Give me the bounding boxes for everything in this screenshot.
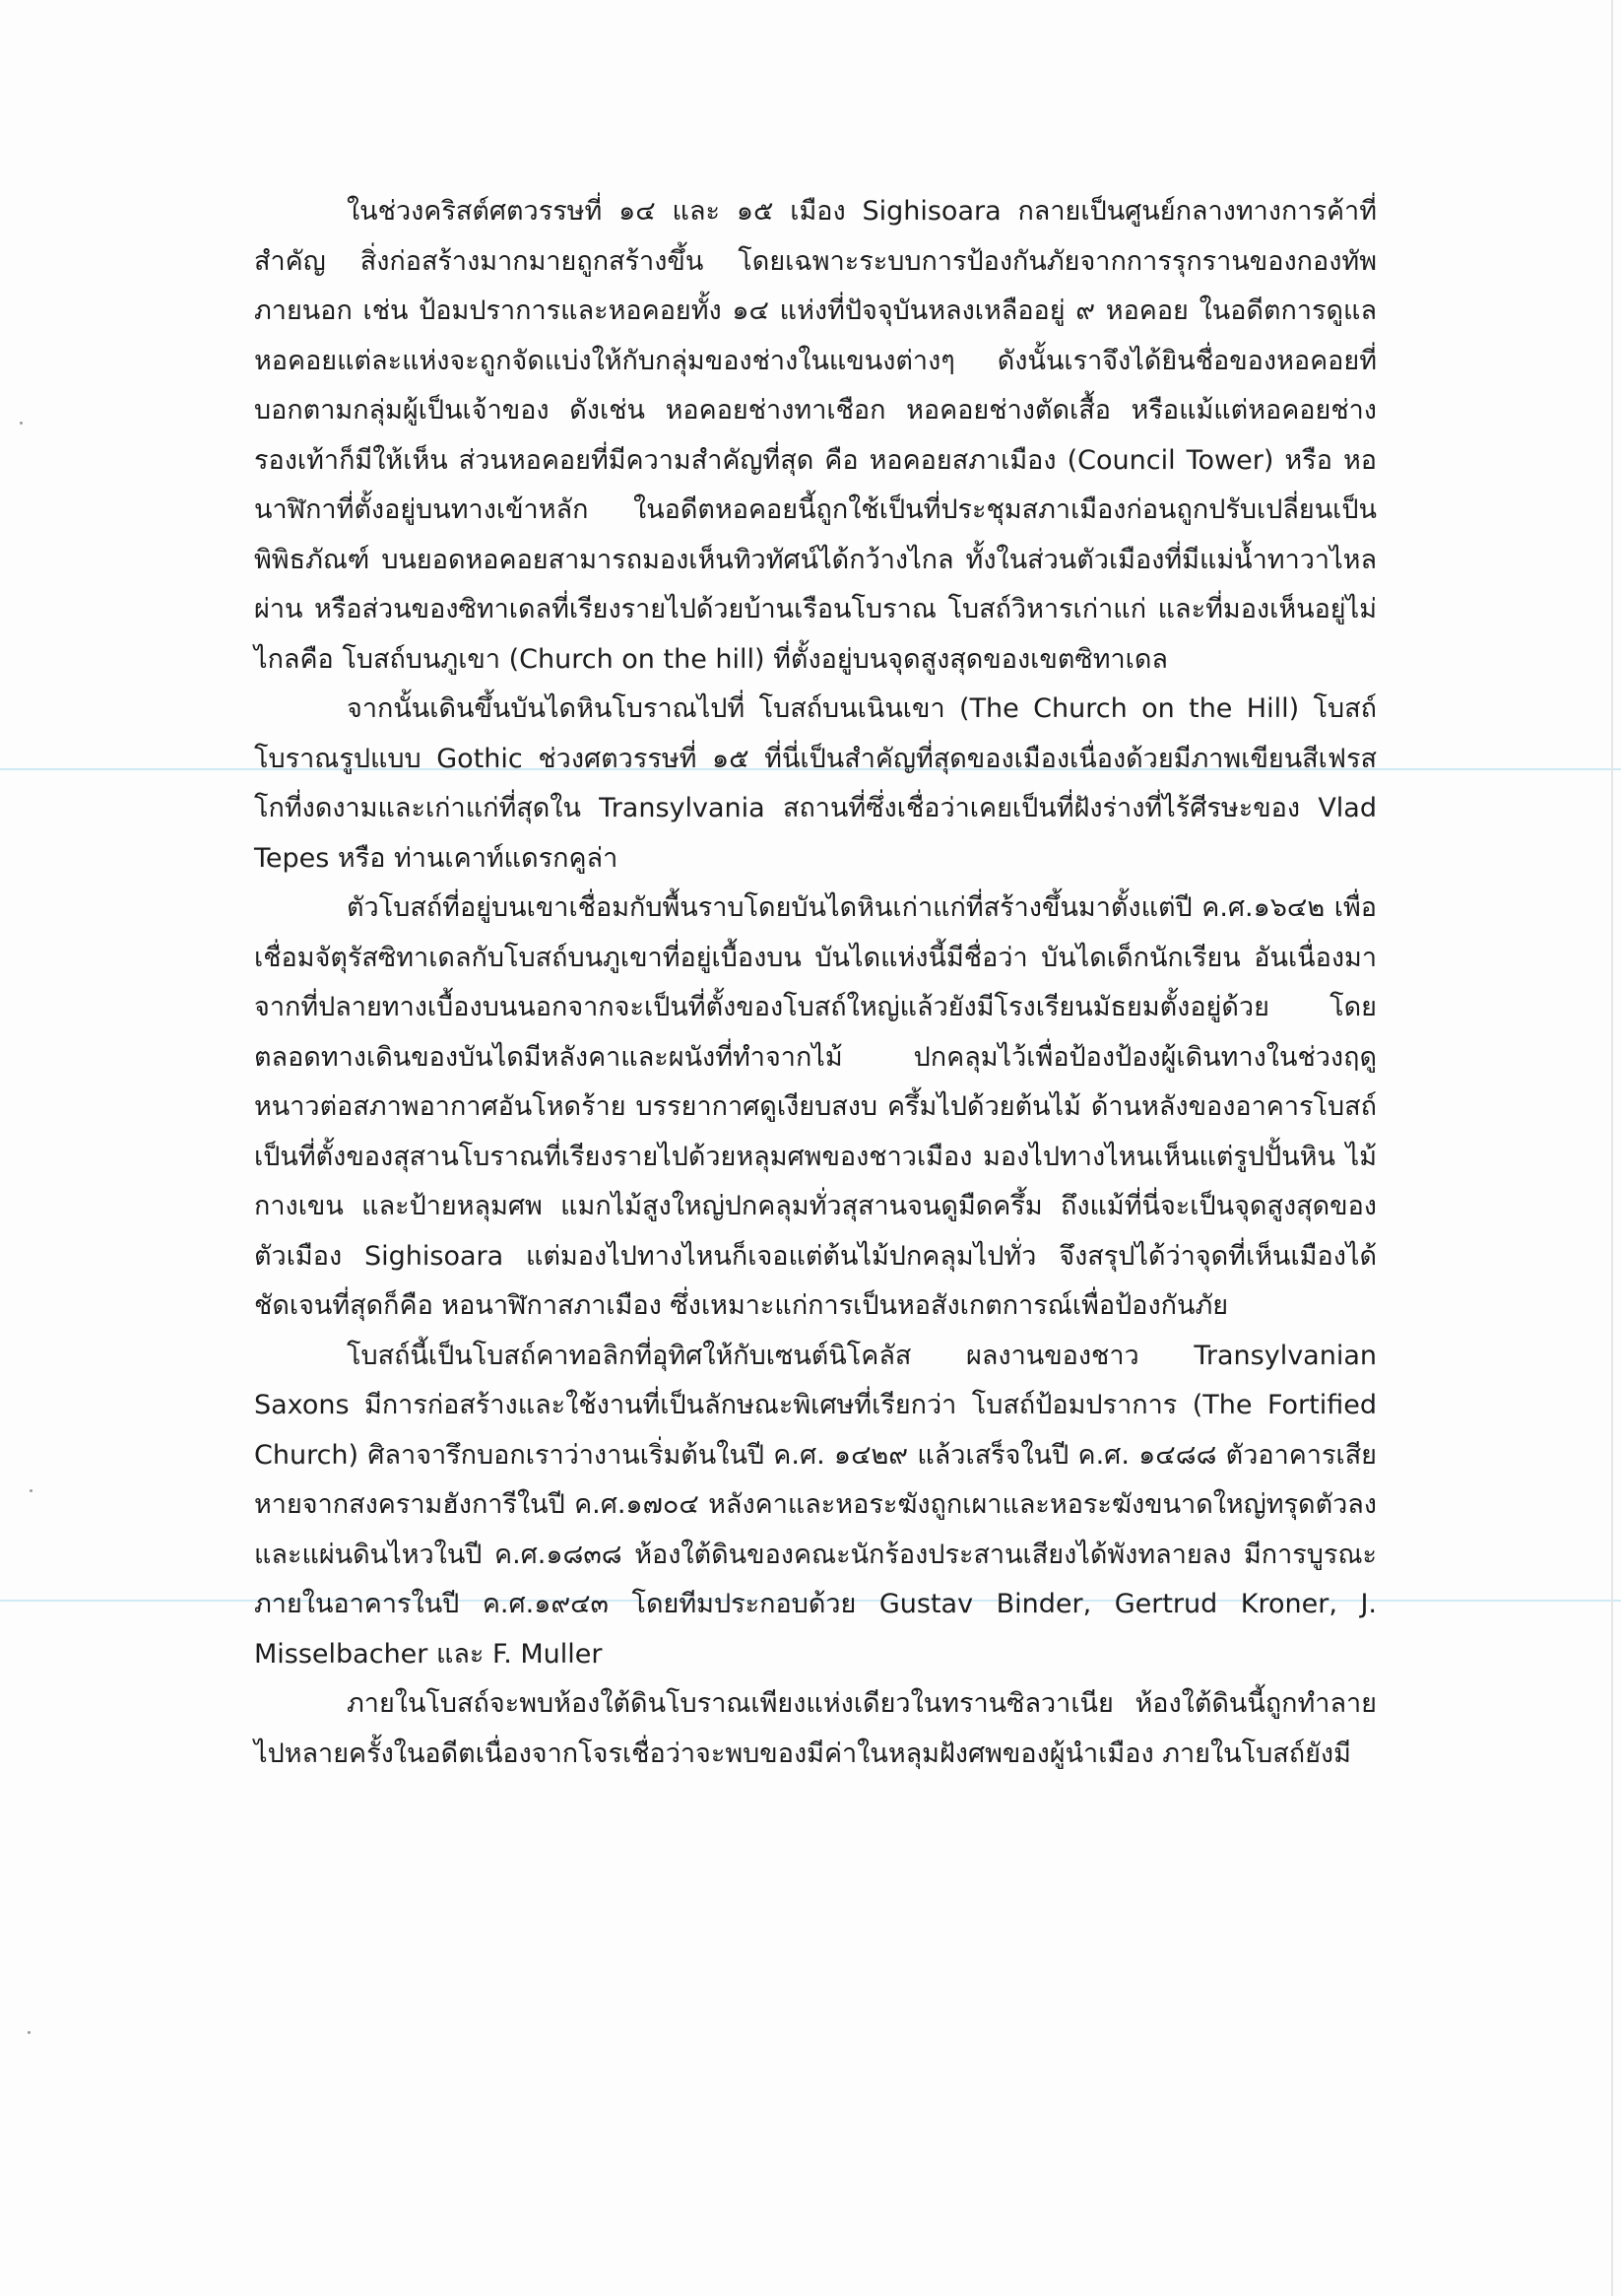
scan-speck [30,1489,32,1492]
scan-speck [28,2031,31,2034]
body-text [254,187,1377,1779]
scan-speck [20,422,23,425]
page-edge-shadow [1611,0,1613,2296]
paragraph: โบสถ์นี้เป็นโบสถ์คาทอลิกที่อุทิศให้กับเซนต์นิโคลัส ผลงานของชาว Transylvanian Saxons มีการก่อสร้างและใช้งานที่เป็นลักษณะพิเศษที่เรียกว่า โบสถ์ป้อมปราการ (The Fortified Church) ศิลาจารึกบอกเราว่างานเริ่มต้นในปี ค.ศ. ๑๔๒๙ แล้วเสร็จในปี ค.ศ. ๑๔๘๘ ตัวอาคารเสียหายจากสงครามฮังการีในปี ค.ศ.๑๗๐๔ หลังคาและหอระฆังถูกเผาและหอระฆังขนาดใหญ่ทรุดตัวลง และแผ่นดินไหวในปี ค.ศ.๑๘๓๘ ห้องใต้ดินของคณะนักร้องประสานเสียงได้พังทลายลง มีการบูรณะภายในอาคารในปี ค.ศ.๑๙๔๓ โดยทีมประกอบด้วย Gustav Binder, Gertrud Kroner, J. Misselbacher และ F. Muller [254,1340,1377,1670]
paragraph: ตัวโบสถ์ที่อยู่บนเขาเชื่อมกับพื้นราบโดยบันไดหินเก่าแก่ที่สร้างขึ้นมาตั้งแต่ปี ค.ศ.๑๖๔๒ เพื่อเชื่อมจัตุรัสซิทาเดลกับโบสถ์บนภูเขาที่อยู่เบื้องบน บันไดแห่งนี้มีชื่อว่า บันไดเด็กนักเรียน อันเนื่องมาจากที่ปลายทางเบื้องบนนอกจากจะเป็นที่ตั้งของโบสถ์ใหญ่แล้วยังมีโรงเรียนมัธยมตั้งอยู่ด้วย โดยตลอดทางเดินของบันไดมีหลังคาและผนังที่ทำจากไม้ ปกคลุมไว้เพื่อป้องป้องผู้เดินทางในช่วงฤดูหนาวต่อสภาพอากาศอันโหดร้าย บรรยากาศดูเงียบสงบ ครึ้มไปด้วยต้นไม้ ด้านหลังของอาคารโบสถ์เป็นที่ตั้งของสุสานโบราณที่เรียงรายไปด้วยหลุมศพของชาวเมือง มองไปทางไหนเห็นแต่รูปปั้นหิน ไม้กางเขน และป้ายหลุมศพ แมกไม้สูงใหญ่ปกคลุมทั่วสุสานจนดูมืดครึ้ม ถึงแม้ที่นี่จะเป็นจุดสูงสุดของตัวเมือง Sighisoara แต่มองไปทางไหนก็เจอแต่ต้นไม้ปกคลุมไปทั่ว จึงสรุปได้ว่าจุดที่เห็นเมืองได้ชัดเจนที่สุดก็คือ หอนาฬิกาสภาเมือง ซึ่งเหมาะแก่การเป็นหอสังเกตการณ์เพื่อป้องกันภัย [254,892,1377,1321]
paragraph: ในช่วงคริสต์ศตวรรษที่ ๑๔ และ ๑๕ เมือง Sighisoara กลายเป็นศูนย์กลางทางการค้าที่สำคัญ สิ่งก่อสร้างมากมายถูกสร้างขึ้น โดยเฉพาะระบบการป้องกันภัยจากการรุกรานของกองทัพภายนอก เช่น ป้อมปราการและหอคอยทั้ง ๑๔ แห่งที่ปัจจุบันหลงเหลืออยู่ ๙ หอคอย ในอดีตการดูแลหอคอยแต่ละแห่งจะถูกจัดแบ่งให้กับกลุ่มของช่างในแขนงต่างๆ ดังนั้นเราจึงได้ยินชื่อของหอคอยที่บอกตามกลุ่มผู้เป็นเจ้าของ ดังเช่น หอคอยช่างทาเชือก หอคอยช่างตัดเสื้อ หรือแม้แต่หอคอยช่างรองเท้าก็มีให้เห็น ส่วนหอคอยที่มีความสำคัญที่สุด คือ หอคอยสภาเมือง (Council Tower) หรือ หอนาฬิกาที่ตั้งอยู่บนทางเข้าหลัก ในอดีตหอคอยนี้ถูกใช้เป็นที่ประชุมสภาเมืองก่อนถูกปรับเปลี่ยนเป็นพิพิธภัณฑ์ บนยอดหอคอยสามารถมองเห็นทิวทัศน์ได้กว้างไกล ทั้งในส่วนตัวเมืองที่มีแม่น้ำทาวาไหลผ่าน หรือส่วนของซิทาเดลที่เรียงรายไปด้วยบ้านเรือนโบราณ โบสถ์วิหารเก่าแก่ และที่มองเห็นอยู่ไม่ไกลคือ โบสถ์บนภูเขา (Church on the hill) ที่ตั้งอยู่บนจุดสูงสุดของเขตซิทาเดล [254,196,1377,675]
paragraph: จากนั้นเดินขึ้นบันไดหินโบราณไปที่ โบสถ์บนเนินเขา (The Church on the Hill) โบสถ์โบราณรูปแบบ Gothic ช่วงศตวรรษที่ ๑๕ ที่นี่เป็นสำคัญที่สุดของเมืองเนื่องด้วยมีภาพเขียนสีเฟรสโกที่งดงามและเก่าแก่ที่สุดใน Transylvania สถานที่ซึ่งเชื่อว่าเคยเป็นที่ฝังร่างที่ไร้ศีรษะของ Vlad Tepes หรือ ท่านเคาท์แดรกคูล่า [254,693,1377,874]
paragraph: ภายในโบสถ์จะพบห้องใต้ดินโบราณเพียงแห่งเดียวในทรานซิลวาเนีย ห้องใต้ดินนี้ถูกทำลายไปหลายครั้งในอดีตเนื่องจากโจรเชื่อว่าจะพบของมีค่าในหลุมฝังศพของผู้นำเมือง ภายในโบสถ์ยังมี [254,1688,1377,1769]
